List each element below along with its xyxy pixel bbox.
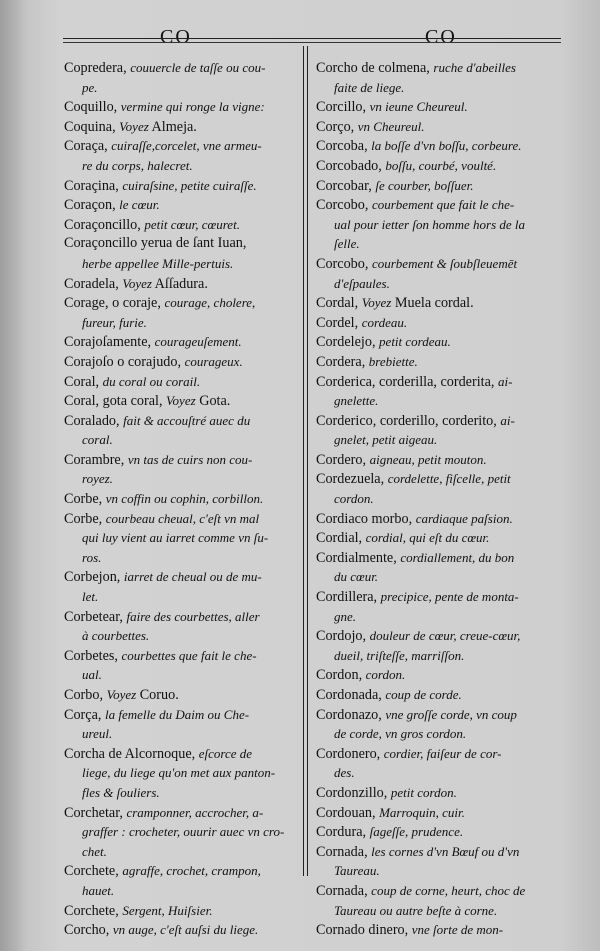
entry-line — [316, 176, 560, 196]
definition-text: coup de corde. — [385, 687, 462, 702]
definition-text: d'eſpaules. — [334, 275, 390, 291]
definition-text: qui luy vient au iarret comme vn ſu- — [82, 530, 269, 546]
definition-text: Voyez — [122, 275, 152, 291]
definition-text: gnelet, petit aigeau. — [334, 432, 438, 448]
entry-line — [64, 705, 296, 725]
headword-text: Coraçina, — [64, 177, 123, 194]
headword-text: Corcobo, — [316, 197, 372, 214]
headword-text: Coral, gota coral, — [64, 393, 167, 410]
entry-line — [64, 391, 296, 411]
definition-text: fureur, furie. — [82, 314, 147, 330]
entry-continuation-line — [316, 861, 560, 881]
entry-line — [316, 313, 560, 333]
definition-text: la boſſe d'vn boſſu, corbeure. — [371, 138, 522, 154]
entry-line — [316, 293, 560, 313]
definition-text: vn coffin ou cophin, corbillon. — [105, 491, 264, 507]
definition-text: cordiallement, du bon — [400, 549, 515, 565]
entry-continuation-line — [64, 156, 296, 176]
headword-text: Coruo. — [136, 687, 179, 703]
header-rule — [63, 38, 561, 39]
entry-line — [64, 450, 296, 470]
definition-text: eſcorce de — [198, 745, 253, 761]
definition-text: vne ſorte de mon- — [411, 922, 504, 938]
definition-text: let. — [82, 589, 99, 605]
column-divider-second — [307, 46, 308, 876]
definition-text: iarret de cheual ou de mu- — [123, 569, 262, 585]
headword-text: Cordonero, — [316, 745, 384, 762]
definition-text: cramponner, accrocher, a- — [126, 804, 264, 820]
definition-text: de corde, vn gros cordon. — [334, 726, 467, 742]
entry-line — [64, 411, 296, 431]
entry-continuation-line — [316, 234, 560, 254]
definition-text: ſelle. — [334, 236, 360, 252]
entry-continuation-line — [316, 215, 560, 235]
definition-text: petit cordeau. — [379, 334, 451, 350]
entry-line — [316, 332, 560, 352]
definition-text: Voyez — [106, 687, 137, 702]
entry-continuation-line — [64, 783, 296, 803]
headword-text: Corajoſamente, — [64, 334, 155, 351]
entry-line — [64, 195, 296, 215]
definition-text: vn Cheureul. — [357, 118, 425, 134]
entry-line — [316, 254, 560, 274]
headword-text: Cordiaco morbo, — [316, 510, 416, 527]
headword-text: Coraçon, — [64, 197, 120, 214]
entry-line — [64, 293, 296, 313]
definition-text: gne. — [334, 608, 357, 624]
definition-text: fait & accouſtré auec du — [123, 412, 251, 428]
entry-continuation-line — [64, 548, 296, 568]
entry-continuation-line — [316, 78, 560, 98]
definition-text: la femelle du Daim ou Che- — [104, 706, 250, 722]
definition-text: vn tas de cuirs non cou- — [127, 451, 253, 467]
definition-text: ureul. — [82, 726, 113, 742]
column-divider — [303, 46, 304, 876]
entry-line — [316, 528, 560, 548]
definition-text: couuercle de taſſe ou cou- — [130, 60, 266, 75]
headword-text: Coraçoncillo yerua de ſant Iuan, — [64, 235, 247, 252]
headword-text: Corbejon, — [64, 569, 124, 586]
definition-text: coral. — [82, 432, 113, 448]
definition-text: coup de corne, heurt, choc de — [371, 882, 526, 898]
definition-text: hauet. — [82, 882, 115, 898]
entry-continuation-line — [64, 469, 296, 489]
headword-text: Copredera, — [64, 60, 131, 76]
definition-text: vne groſſe corde, vn coup — [385, 706, 517, 722]
definition-text: ual pour ietter ſon homme hors de la — [334, 216, 526, 232]
definition-text: cuiraſſe,corcelet, vne armeu- — [111, 138, 262, 154]
entry-continuation-line — [64, 665, 296, 685]
definition-text: ual. — [82, 667, 102, 683]
entry-line — [64, 567, 296, 587]
definition-text: graffer : crocheter, ouurir auec vn cro- — [82, 824, 285, 840]
entry-line — [64, 352, 296, 372]
entry-continuation-line — [64, 313, 296, 333]
headword-text: Cordouan, — [316, 804, 380, 821]
definition-text: ruche d'abeilles — [433, 60, 516, 75]
headword-text: Corchete, — [64, 902, 123, 919]
definition-text: faite de liege. — [334, 79, 405, 95]
entry-line — [64, 58, 296, 78]
headword-text: Cornada, — [316, 882, 372, 899]
definition-text: fles & ſouliers. — [82, 784, 160, 800]
headword-text: Cornado dinero, — [316, 922, 412, 939]
definition-text: à courbettes. — [82, 628, 150, 644]
headword-text: Cordero, — [316, 451, 370, 468]
entry-continuation-line — [64, 724, 296, 744]
entry-continuation-line — [316, 646, 560, 666]
definition-text: vn auge, c'eſt auſsi du liege. — [112, 922, 259, 938]
entry-line — [316, 58, 560, 78]
definition-text: ſe courber, boſſuer. — [375, 177, 474, 193]
headword-text: Cordonzillo, — [316, 784, 391, 801]
headword-text: Cordillera, — [316, 589, 381, 606]
definition-text: courbeau cheual, c'eſt vn mal — [105, 510, 260, 526]
headword-text: Coral, — [64, 373, 103, 390]
entry-continuation-line — [64, 528, 296, 548]
entry-line — [316, 352, 560, 372]
definition-text: cordelette, fiſcelle, petit — [387, 471, 511, 487]
headword-text: Coraça, — [64, 138, 112, 155]
definition-text: vermine qui ronge la vigne: — [120, 99, 265, 115]
entry-line — [316, 450, 560, 470]
headword-text: Cordera, — [316, 353, 369, 370]
headword-text: Corchetar, — [64, 804, 127, 821]
entry-line — [64, 509, 296, 529]
entry-line — [316, 685, 560, 705]
headword-text: Aſſadura. — [151, 275, 208, 292]
headword-text: Corço, — [316, 118, 358, 135]
headword-text: Cordonazo, — [316, 706, 386, 723]
entry-line — [316, 372, 560, 392]
entry-line — [316, 136, 560, 156]
headword-text: Almeja. — [148, 118, 197, 135]
definition-text: ſageſſe, prudence. — [369, 824, 464, 840]
headword-text: Corderico, corderillo, corderito, — [316, 412, 501, 429]
definition-text: le cœur. — [119, 197, 160, 213]
headword-text: Corcho de colmena, — [316, 60, 434, 76]
headword-text: Corderica, corderilla, corderita, — [316, 373, 498, 390]
headword-text: Coquillo, — [64, 99, 121, 116]
definition-text: du cœur. — [334, 569, 379, 585]
entry-line — [316, 156, 560, 176]
definition-text: Taureau ou autre beſte à corne. — [334, 902, 498, 918]
definition-text: courbettes que fait le che- — [121, 647, 257, 663]
definition-text: Voyez — [119, 118, 149, 134]
headword-text: Cordelejo, — [316, 334, 380, 351]
definition-text: ai- — [497, 373, 513, 389]
definition-text: cordon. — [365, 667, 406, 683]
headword-text: Cordezuela, — [316, 471, 388, 488]
definition-text: cordon. — [334, 491, 374, 507]
definition-text: les cornes d'vn Bœuf ou d'vn — [371, 843, 520, 859]
definition-text: Marroquin, cuir. — [379, 804, 465, 820]
entry-line — [316, 469, 560, 489]
definition-text: re du corps, halecret. — [82, 157, 193, 173]
header-right: CO — [425, 26, 457, 48]
definition-text: courageux. — [184, 353, 243, 369]
headword-text: Cordojo, — [316, 628, 370, 645]
definition-text: courageuſement. — [154, 334, 242, 350]
entry-line — [64, 901, 296, 921]
entry-line — [64, 646, 296, 666]
headword-text: Coraçoncillo, — [64, 216, 145, 233]
headword-text: Corbetes, — [64, 647, 122, 664]
definition-text: courbement & ſoubſleuemēt — [371, 255, 518, 271]
entry-line — [64, 215, 296, 235]
entry-line — [316, 626, 560, 646]
entry-line — [316, 117, 560, 137]
entry-continuation-line — [316, 724, 560, 744]
entry-continuation-line — [64, 842, 296, 862]
headword-text: Corage, o coraje, — [64, 295, 165, 312]
entry-line — [316, 509, 560, 529]
headword-text: Coquina, — [64, 118, 120, 135]
entry-line — [64, 234, 296, 254]
header-rule-thin — [63, 42, 561, 43]
headword-text: Corça, — [64, 706, 105, 723]
definition-text: ai- — [500, 412, 515, 428]
header-left: CO — [160, 26, 192, 48]
definition-text: liege, du liege qu'on met aux panton- — [82, 765, 276, 781]
entry-continuation-line — [64, 626, 296, 646]
headword-text: Cordial, — [316, 530, 366, 547]
left-column — [64, 58, 296, 940]
entry-line — [64, 176, 296, 196]
definition-text: vn ieune Cheureul. — [369, 99, 468, 115]
definition-text: Sergent, Huiſsier. — [122, 902, 213, 918]
headword-text: Corbe, — [64, 491, 106, 508]
entry-line — [316, 97, 560, 117]
definition-text: herbe appellee Mille-pertuis. — [82, 255, 234, 271]
headword-text: Cordal, — [316, 295, 362, 312]
entry-line — [64, 332, 296, 352]
definition-text: aigneau, petit mouton. — [369, 451, 487, 467]
definition-text: brebiette. — [368, 353, 418, 369]
entry-continuation-line — [64, 881, 296, 901]
definition-text: courbement que fait le che- — [371, 197, 515, 213]
headword-text: Cordialmente, — [316, 549, 401, 566]
headword-text: Corbetear, — [64, 608, 127, 625]
definition-text: petit cœur, cœuret. — [144, 216, 240, 232]
entry-line — [64, 97, 296, 117]
headword-text: Corambre, — [64, 451, 128, 468]
headword-text: Gota. — [195, 393, 231, 410]
entry-line — [64, 685, 296, 705]
definition-text: faire des courbettes, aller — [126, 608, 260, 624]
entry-continuation-line — [316, 763, 560, 783]
definition-text: cordeau. — [361, 314, 408, 330]
entry-line — [64, 136, 296, 156]
definition-text: des. — [334, 765, 355, 781]
definition-text: royez. — [82, 471, 113, 487]
definition-text: petit cordon. — [390, 784, 457, 800]
entry-line — [64, 274, 296, 294]
headword-text: Cordura, — [316, 824, 370, 841]
entry-line — [64, 920, 296, 940]
definition-text: gnelette. — [334, 393, 379, 409]
headword-text: Corcha de Alcornoque, — [64, 745, 199, 762]
entry-line — [64, 489, 296, 509]
headword-text: Corcobado, — [316, 157, 386, 174]
entry-continuation-line — [64, 822, 296, 842]
entry-line — [316, 822, 560, 842]
definition-text: du coral ou corail. — [102, 373, 201, 389]
definition-text: boſſu, courbé, voulté. — [385, 157, 497, 173]
definition-text: dueil, triſteſſe, marriſſon. — [334, 647, 465, 663]
entry-continuation-line — [316, 391, 560, 411]
entry-continuation-line — [316, 567, 560, 587]
entry-continuation-line — [316, 901, 560, 921]
entry-line — [316, 842, 560, 862]
definition-text: chet. — [82, 843, 107, 859]
headword-text: Cornada, — [316, 843, 372, 860]
definition-text: cardiaque paſsion. — [415, 510, 513, 526]
entry-line — [316, 783, 560, 803]
entry-line — [316, 587, 560, 607]
entry-line — [316, 411, 560, 431]
headword-text: Coralado, — [64, 412, 124, 429]
entry-continuation-line — [64, 78, 296, 98]
right-column — [316, 58, 560, 940]
entry-line — [64, 117, 296, 137]
definition-text: ros. — [82, 549, 102, 565]
definition-text: pe. — [82, 79, 98, 95]
definition-text: Voyez — [361, 295, 392, 311]
definition-text: precipice, pente de monta- — [380, 589, 519, 605]
headword-text: Corbo, — [64, 687, 107, 703]
entry-line — [64, 861, 296, 881]
definition-text: cuiraſsine, petite cuiraſſe. — [122, 177, 257, 193]
entry-line — [316, 548, 560, 568]
definition-text: Taureau. — [334, 863, 380, 879]
headword-text: Corcoba, — [316, 138, 372, 155]
headword-text: Cordon, — [316, 667, 366, 684]
entry-continuation-line — [64, 430, 296, 450]
headword-text: Corchete, — [64, 863, 123, 880]
entry-continuation-line — [316, 430, 560, 450]
entry-continuation-line — [316, 274, 560, 294]
entry-line — [316, 744, 560, 764]
running-header — [0, 26, 600, 56]
entry-line — [316, 803, 560, 823]
headword-text: Muela cordal. — [391, 295, 474, 312]
entry-continuation-line — [64, 763, 296, 783]
entry-line — [64, 803, 296, 823]
entry-continuation-line — [64, 587, 296, 607]
definition-text: courage, cholere, — [164, 295, 256, 311]
entry-line — [316, 920, 560, 940]
entry-continuation-line — [64, 254, 296, 274]
definition-text: cordier, faiſeur de cor- — [383, 745, 502, 761]
entry-continuation-line — [316, 489, 560, 509]
entry-line — [316, 705, 560, 725]
entry-line — [64, 607, 296, 627]
headword-text: Corcillo, — [316, 99, 370, 116]
entry-line — [64, 372, 296, 392]
entry-line — [316, 665, 560, 685]
headword-text: Corbe, — [64, 510, 106, 527]
definition-text: cordial, qui eſt du cœur. — [365, 530, 490, 546]
definition-text: agraffe, crochet, crampon, — [122, 863, 261, 879]
headword-text: Cordel, — [316, 314, 362, 331]
headword-text: Corcobo, — [316, 255, 372, 272]
headword-text: Corcho, — [64, 922, 113, 939]
definition-text: Voyez — [166, 393, 196, 409]
definition-text: douleur de cœur, creue-cœur, — [369, 628, 521, 644]
entry-line — [316, 881, 560, 901]
headword-text: Cordonada, — [316, 687, 386, 703]
headword-text: Corajoſo o corajudo, — [64, 353, 185, 370]
headword-text: Coradela, — [64, 275, 123, 292]
entry-line — [64, 744, 296, 764]
entry-continuation-line — [316, 607, 560, 627]
headword-text: Corcobar, — [316, 177, 376, 194]
entry-line — [316, 195, 560, 215]
